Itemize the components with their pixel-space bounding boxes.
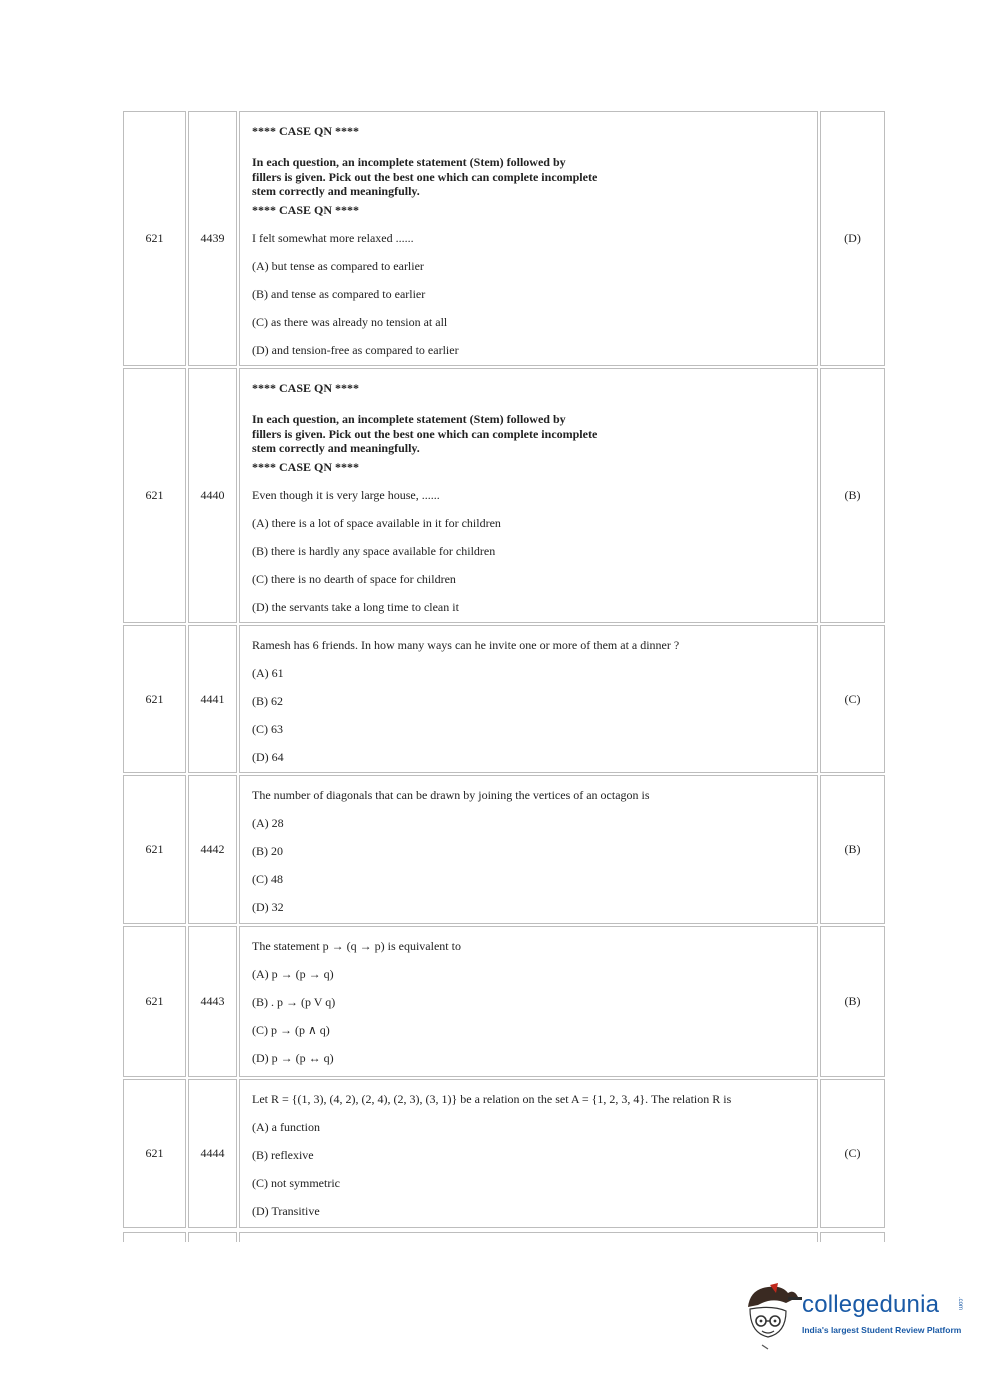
option: (D) 32 (252, 900, 284, 914)
question-stem: The statement p → (q → p) is equivalent to (252, 939, 461, 953)
question-number: 4442 (200, 842, 225, 856)
col1-value: 621 (145, 1146, 164, 1160)
question-content (239, 926, 818, 1077)
logo-name: collegedunia (802, 1291, 940, 1318)
table-row (123, 368, 885, 623)
mascot-icon (742, 1283, 804, 1353)
col1-value: 621 (145, 842, 164, 856)
collegedunia-logo (742, 1283, 972, 1353)
instruction-line: fillers is given. Pick out the best one which can complete incomplete (252, 426, 598, 441)
logo-suffix: .com (957, 1297, 963, 1311)
table-row-partial (123, 1232, 885, 1242)
case-header: **** CASE QN **** (252, 124, 360, 138)
question-stem: Ramesh has 6 friends. In how many ways can he invite one or more of them at a dinner ? (252, 638, 680, 652)
logo-tagline: India's largest Student Review Platform (802, 1325, 962, 1335)
question-content (239, 1079, 818, 1228)
option: (C) there is no dearth of space for children (252, 571, 456, 586)
case-footer: **** CASE QN **** (252, 459, 360, 474)
case-footer: **** CASE QN **** (252, 202, 360, 217)
option: (D) 64 (252, 750, 284, 764)
answer: (B) (844, 842, 861, 856)
table-row (123, 926, 885, 1077)
table-row (123, 1079, 885, 1228)
option: (B) there is hardly any space available for children (252, 543, 496, 558)
instruction-line: stem correctly and meaningfully. (252, 184, 420, 198)
question-content (239, 111, 818, 366)
option: (C) 48 (252, 872, 283, 886)
option: (C) p → (p ∧ q) (252, 1023, 330, 1037)
table-row (123, 625, 885, 773)
question-number: 4440 (200, 488, 225, 502)
option: (A) there is a lot of space available in it for children (252, 515, 501, 530)
question-stem: Let R = {(1, 3), (4, 2), (2, 4), (2, 3), (3, 1)} be a relation on the set A = {1, 2, 3, 4}. The relation R is (252, 1092, 732, 1106)
option: (D) Transitive (252, 1204, 320, 1218)
option: (B) reflexive (252, 1148, 314, 1162)
option: (B) . p → (p V q) (252, 995, 336, 1009)
question-content (239, 775, 818, 924)
option: (D) the servants take a long time to clean it (252, 599, 459, 614)
option: (B) 62 (252, 694, 283, 708)
question-content (239, 368, 818, 623)
question-stem: I felt somewhat more relaxed ...... (252, 230, 414, 245)
option: (C) not symmetric (252, 1176, 340, 1190)
question-number: 4439 (200, 231, 225, 245)
option: (A) but tense as compared to earlier (252, 258, 424, 273)
instruction-line: In each question, an incomplete statement (Stem) followed by (252, 155, 566, 169)
question-stem: Even though it is very large house, ...... (252, 487, 440, 502)
table-row (123, 111, 885, 366)
table-row (123, 775, 885, 924)
option: (D) and tension-free as compared to earlier (252, 342, 459, 357)
option: (A) 28 (252, 816, 284, 830)
instruction-line: fillers is given. Pick out the best one which can complete incomplete (252, 169, 598, 184)
instruction-line: stem correctly and meaningfully. (252, 441, 420, 455)
col1-value: 621 (145, 488, 164, 502)
case-header: **** CASE QN **** (252, 381, 360, 395)
answer: (B) (844, 488, 861, 502)
question-number: 4443 (200, 994, 225, 1008)
answer: (D) (844, 231, 861, 245)
question-content (239, 625, 818, 773)
answer: (C) (844, 691, 861, 706)
col1-value: 621 (145, 994, 164, 1008)
option: (D) p → (p ↔ q) (252, 1051, 334, 1065)
option: (B) 20 (252, 844, 283, 858)
question-number: 4441 (200, 691, 225, 706)
option: (B) and tense as compared to earlier (252, 286, 426, 301)
col1-value: 621 (145, 231, 164, 245)
instruction-line: In each question, an incomplete statement (Stem) followed by (252, 412, 566, 426)
option: (C) as there was already no tension at all (252, 314, 448, 329)
answer: (C) (844, 1146, 861, 1160)
option: (A) a function (252, 1120, 320, 1134)
col1-value: 621 (145, 691, 164, 706)
option: (A) p → (p → q) (252, 967, 334, 981)
answer: (B) (844, 994, 861, 1008)
option: (C) 63 (252, 722, 283, 736)
question-stem: The number of diagonals that can be drawn by joining the vertices of an octagon is (252, 788, 650, 802)
option: (A) 61 (252, 666, 284, 680)
question-number: 4444 (200, 1146, 225, 1160)
